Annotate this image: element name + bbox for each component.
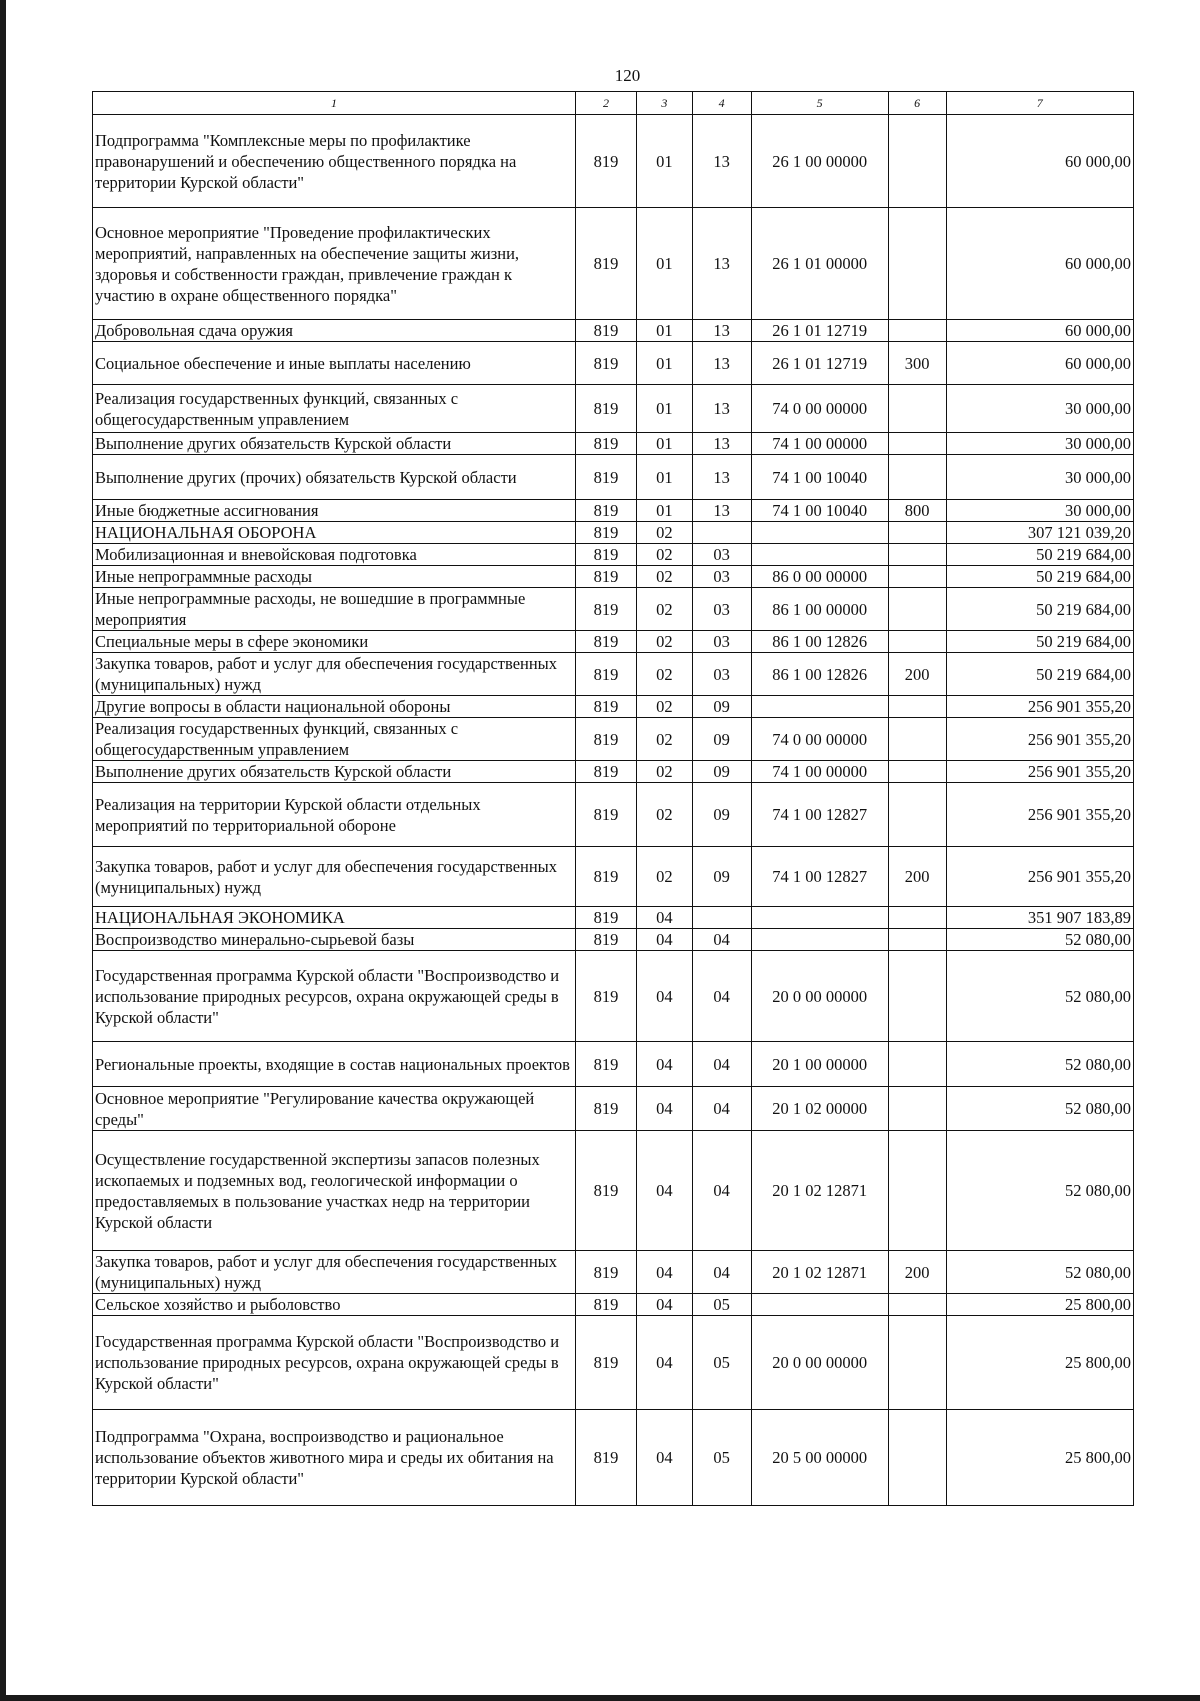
table-row [93,455,1134,500]
expense-type-cell [888,929,946,951]
section-code-cell: 04 [637,1087,693,1131]
amount-cell: 256 901 355,20 [946,847,1133,907]
target-article-cell [751,1294,888,1316]
target-article-cell: 74 1 00 00000 [751,433,888,455]
expense-type-cell [888,907,946,929]
target-article-cell: 74 1 00 12827 [751,847,888,907]
expense-type-cell [888,385,946,433]
table-row [93,115,1134,208]
expense-type-cell [888,1294,946,1316]
target-article-cell: 20 1 02 12871 [751,1251,888,1294]
amount-cell: 256 901 355,20 [946,761,1133,783]
subsection-code-cell: 03 [692,588,751,631]
target-article-cell [751,907,888,929]
amount-cell: 256 901 355,20 [946,783,1133,847]
subsection-code-cell: 09 [692,761,751,783]
section-code-cell: 04 [637,1042,693,1087]
section-code-cell: 04 [637,1294,693,1316]
subsection-code-cell: 03 [692,653,751,696]
subsection-code-cell: 04 [692,1042,751,1087]
row-name-cell: Закупка товаров, работ и услуг для обеспечения государственных (муниципальных) нужд [93,1251,576,1294]
expense-type-cell: 800 [888,500,946,522]
section-code-cell: 02 [637,588,693,631]
ved-code-cell: 819 [576,500,637,522]
expense-type-cell [888,544,946,566]
table-row [93,653,1134,696]
target-article-cell: 20 0 00 00000 [751,951,888,1042]
subsection-code-cell: 09 [692,783,751,847]
section-code-cell: 02 [637,761,693,783]
expense-type-cell: 200 [888,1251,946,1294]
row-name-cell: НАЦИОНАЛЬНАЯ ОБОРОНА [93,522,576,544]
subsection-code-cell: 04 [692,929,751,951]
ved-code-cell: 819 [576,385,637,433]
ved-code-cell: 819 [576,115,637,208]
table-row [93,1087,1134,1131]
section-code-cell: 02 [637,783,693,847]
subsection-code-cell: 03 [692,566,751,588]
subsection-code-cell: 03 [692,631,751,653]
expense-type-cell [888,696,946,718]
expense-type-cell [888,455,946,500]
section-code-cell: 02 [637,696,693,718]
expense-type-cell [888,1410,946,1506]
section-code-cell: 02 [637,718,693,761]
table-row [93,929,1134,951]
section-code-cell: 02 [637,544,693,566]
section-code-cell: 01 [637,342,693,385]
row-name-cell: Сельское хозяйство и рыболовство [93,1294,576,1316]
ved-code-cell: 819 [576,588,637,631]
table-row [93,588,1134,631]
ved-code-cell: 819 [576,696,637,718]
table-row [93,847,1134,907]
ved-code-cell: 819 [576,1042,637,1087]
row-name-cell: Другие вопросы в области национальной обороны [93,696,576,718]
ved-code-cell: 819 [576,1251,637,1294]
row-name-cell: Специальные меры в сфере экономики [93,631,576,653]
amount-cell: 50 219 684,00 [946,631,1133,653]
ved-code-cell: 819 [576,522,637,544]
expense-type-cell [888,718,946,761]
expense-type-cell [888,951,946,1042]
expense-type-cell [888,783,946,847]
ved-code-cell: 819 [576,1316,637,1410]
table-row [93,951,1134,1042]
expense-type-cell [888,1131,946,1251]
row-name-cell: Основное мероприятие "Проведение профилактических мероприятий, направленных на обеспечение защиты жизни, здоровья и собственности граждан, привлечение граждан к участию в охране общественного порядка" [93,208,576,320]
target-article-cell [751,544,888,566]
amount-cell: 52 080,00 [946,1087,1133,1131]
ved-code-cell: 819 [576,320,637,342]
table-row [93,1131,1134,1251]
amount-cell: 60 000,00 [946,342,1133,385]
section-code-cell: 02 [637,653,693,696]
scan-edge-bottom [0,1695,1200,1701]
ved-code-cell: 819 [576,455,637,500]
row-name-cell: Мобилизационная и вневойсковая подготовка [93,544,576,566]
amount-cell: 256 901 355,20 [946,718,1133,761]
amount-cell: 52 080,00 [946,1042,1133,1087]
row-name-cell: Выполнение других обязательств Курской области [93,761,576,783]
table-row [93,342,1134,385]
target-article-cell: 26 1 01 00000 [751,208,888,320]
ved-code-cell: 819 [576,1131,637,1251]
scan-edge-left [0,0,6,1701]
header-cell: 6 [888,92,946,115]
subsection-code-cell: 13 [692,433,751,455]
subsection-code-cell: 04 [692,951,751,1042]
subsection-code-cell: 13 [692,455,751,500]
amount-cell: 52 080,00 [946,929,1133,951]
amount-cell: 50 219 684,00 [946,566,1133,588]
amount-cell: 50 219 684,00 [946,653,1133,696]
section-code-cell: 04 [637,951,693,1042]
section-code-cell: 04 [637,1251,693,1294]
expense-type-cell [888,320,946,342]
ved-code-cell: 819 [576,847,637,907]
amount-cell: 25 800,00 [946,1316,1133,1410]
ved-code-cell: 819 [576,907,637,929]
subsection-code-cell: 13 [692,320,751,342]
row-name-cell: Государственная программа Курской области "Воспроизводство и использование природных ресурсов, охрана окружающей среды в Курской области" [93,951,576,1042]
section-code-cell: 02 [637,566,693,588]
amount-cell: 351 907 183,89 [946,907,1133,929]
target-article-cell: 26 1 01 12719 [751,342,888,385]
section-code-cell: 04 [637,907,693,929]
expense-type-cell: 300 [888,342,946,385]
target-article-cell: 20 1 02 12871 [751,1131,888,1251]
expense-type-cell [888,566,946,588]
section-code-cell: 01 [637,500,693,522]
subsection-code-cell: 05 [692,1410,751,1506]
table-row [93,1042,1134,1087]
subsection-code-cell: 05 [692,1294,751,1316]
row-name-cell: НАЦИОНАЛЬНАЯ ЭКОНОМИКА [93,907,576,929]
table-row [93,320,1134,342]
row-name-cell: Подпрограмма "Охрана, воспроизводство и рациональное использование объектов животного мира и среды их обитания на территории Курской области" [93,1410,576,1506]
row-name-cell: Воспроизводство минерально-сырьевой базы [93,929,576,951]
table-row [93,1410,1134,1506]
expense-type-cell [888,433,946,455]
target-article-cell: 86 0 00 00000 [751,566,888,588]
table-row [93,907,1134,929]
ved-code-cell: 819 [576,653,637,696]
table-row [93,1294,1134,1316]
subsection-code-cell: 09 [692,718,751,761]
subsection-code-cell: 13 [692,342,751,385]
section-code-cell: 01 [637,115,693,208]
row-name-cell: Закупка товаров, работ и услуг для обеспечения государственных (муниципальных) нужд [93,847,576,907]
ved-code-cell: 819 [576,1087,637,1131]
target-article-cell: 74 1 00 00000 [751,761,888,783]
header-cell: 1 [93,92,576,115]
budget-table [92,91,1134,1506]
subsection-code-cell [692,907,751,929]
row-name-cell: Выполнение других обязательств Курской области [93,433,576,455]
expense-type-cell [888,208,946,320]
ved-code-cell: 819 [576,342,637,385]
amount-cell: 25 800,00 [946,1410,1133,1506]
ved-code-cell: 819 [576,718,637,761]
amount-cell: 50 219 684,00 [946,544,1133,566]
subsection-code-cell: 05 [692,1316,751,1410]
row-name-cell: Добровольная сдача оружия [93,320,576,342]
amount-cell: 30 000,00 [946,385,1133,433]
header-cell: 7 [946,92,1133,115]
header-cell: 4 [692,92,751,115]
header-row [93,92,1134,115]
target-article-cell: 26 1 01 12719 [751,320,888,342]
target-article-cell [751,522,888,544]
page-number: 120 [614,66,641,85]
row-name-cell: Иные непрограммные расходы, не вошедшие в программные мероприятия [93,588,576,631]
amount-cell: 25 800,00 [946,1294,1133,1316]
section-code-cell: 02 [637,522,693,544]
amount-cell: 52 080,00 [946,951,1133,1042]
target-article-cell: 20 5 00 00000 [751,1410,888,1506]
target-article-cell: 20 0 00 00000 [751,1316,888,1410]
expense-type-cell [888,631,946,653]
header-cell: 5 [751,92,888,115]
table-row [93,696,1134,718]
expense-type-cell [888,115,946,208]
row-name-cell: Иные бюджетные ассигнования [93,500,576,522]
expense-type-cell [888,761,946,783]
target-article-cell: 86 1 00 12826 [751,631,888,653]
subsection-code-cell [692,522,751,544]
amount-cell: 52 080,00 [946,1131,1133,1251]
target-article-cell: 20 1 00 00000 [751,1042,888,1087]
row-name-cell: Реализация на территории Курской области отдельных мероприятий по территориальной обороне [93,783,576,847]
subsection-code-cell: 13 [692,385,751,433]
expense-type-cell: 200 [888,847,946,907]
target-article-cell: 86 1 00 00000 [751,588,888,631]
subsection-code-cell: 09 [692,847,751,907]
target-article-cell [751,696,888,718]
amount-cell: 50 219 684,00 [946,588,1133,631]
target-article-cell: 74 0 00 00000 [751,718,888,761]
table-row [93,433,1134,455]
table-row [93,1316,1134,1410]
row-name-cell: Выполнение других (прочих) обязательств Курской области [93,455,576,500]
expense-type-cell [888,1316,946,1410]
expense-type-cell [888,522,946,544]
section-code-cell: 01 [637,208,693,320]
target-article-cell: 26 1 00 00000 [751,115,888,208]
expense-type-cell [888,588,946,631]
amount-cell: 30 000,00 [946,455,1133,500]
target-article-cell: 74 1 00 10040 [751,455,888,500]
target-article-cell: 74 1 00 10040 [751,500,888,522]
amount-cell: 52 080,00 [946,1251,1133,1294]
target-article-cell: 74 0 00 00000 [751,385,888,433]
table-row [93,544,1134,566]
subsection-code-cell: 03 [692,544,751,566]
ved-code-cell: 819 [576,783,637,847]
amount-cell: 60 000,00 [946,115,1133,208]
ved-code-cell: 819 [576,929,637,951]
ved-code-cell: 819 [576,951,637,1042]
ved-code-cell: 819 [576,1294,637,1316]
ved-code-cell: 819 [576,761,637,783]
section-code-cell: 01 [637,320,693,342]
amount-cell: 256 901 355,20 [946,696,1133,718]
table-row [93,385,1134,433]
section-code-cell: 02 [637,847,693,907]
row-name-cell: Иные непрограммные расходы [93,566,576,588]
amount-cell: 30 000,00 [946,500,1133,522]
row-name-cell: Основное мероприятие "Регулирование качества окружающей среды" [93,1087,576,1131]
row-name-cell: Социальное обеспечение и иные выплаты населению [93,342,576,385]
amount-cell: 307 121 039,20 [946,522,1133,544]
section-code-cell: 02 [637,631,693,653]
row-name-cell: Подпрограмма "Комплексные меры по профилактике правонарушений и обеспечению общественного порядка на территории Курской области" [93,115,576,208]
table-row [93,783,1134,847]
subsection-code-cell: 13 [692,115,751,208]
subsection-code-cell: 04 [692,1131,751,1251]
amount-cell: 60 000,00 [946,208,1133,320]
subsection-code-cell: 13 [692,208,751,320]
table-row [93,522,1134,544]
table-row [93,566,1134,588]
expense-type-cell [888,1042,946,1087]
section-code-cell: 04 [637,1316,693,1410]
ved-code-cell: 819 [576,631,637,653]
ved-code-cell: 819 [576,1410,637,1506]
subsection-code-cell: 13 [692,500,751,522]
target-article-cell [751,929,888,951]
section-code-cell: 04 [637,1131,693,1251]
amount-cell: 60 000,00 [946,320,1133,342]
section-code-cell: 04 [637,929,693,951]
subsection-code-cell: 09 [692,696,751,718]
amount-cell: 30 000,00 [946,433,1133,455]
ved-code-cell: 819 [576,544,637,566]
section-code-cell: 01 [637,455,693,500]
table-row [93,761,1134,783]
row-name-cell: Реализация государственных функций, связанных с общегосударственным управлением [93,385,576,433]
target-article-cell: 74 1 00 12827 [751,783,888,847]
row-name-cell: Региональные проекты, входящие в состав национальных проектов [93,1042,576,1087]
subsection-code-cell: 04 [692,1251,751,1294]
row-name-cell: Реализация государственных функций, связанных с общегосударственным управлением [93,718,576,761]
row-name-cell: Осуществление государственной экспертизы запасов полезных ископаемых и подземных вод, геологической информации о предоставляемых в пользование участках недр на территории Курской области [93,1131,576,1251]
table-row [93,718,1134,761]
section-code-cell: 04 [637,1410,693,1506]
table-row [93,500,1134,522]
ved-code-cell: 819 [576,433,637,455]
table-row [93,1251,1134,1294]
ved-code-cell: 819 [576,208,637,320]
target-article-cell: 20 1 02 00000 [751,1087,888,1131]
row-name-cell: Закупка товаров, работ и услуг для обеспечения государственных (муниципальных) нужд [93,653,576,696]
header-cell: 2 [576,92,637,115]
header-cell: 3 [637,92,693,115]
table-row [93,631,1134,653]
ved-code-cell: 819 [576,566,637,588]
row-name-cell: Государственная программа Курской области "Воспроизводство и использование природных ресурсов, охрана окружающей среды в Курской области" [93,1316,576,1410]
section-code-cell: 01 [637,385,693,433]
section-code-cell: 01 [637,433,693,455]
table-row [93,208,1134,320]
expense-type-cell [888,1087,946,1131]
target-article-cell: 86 1 00 12826 [751,653,888,696]
subsection-code-cell: 04 [692,1087,751,1131]
expense-type-cell: 200 [888,653,946,696]
